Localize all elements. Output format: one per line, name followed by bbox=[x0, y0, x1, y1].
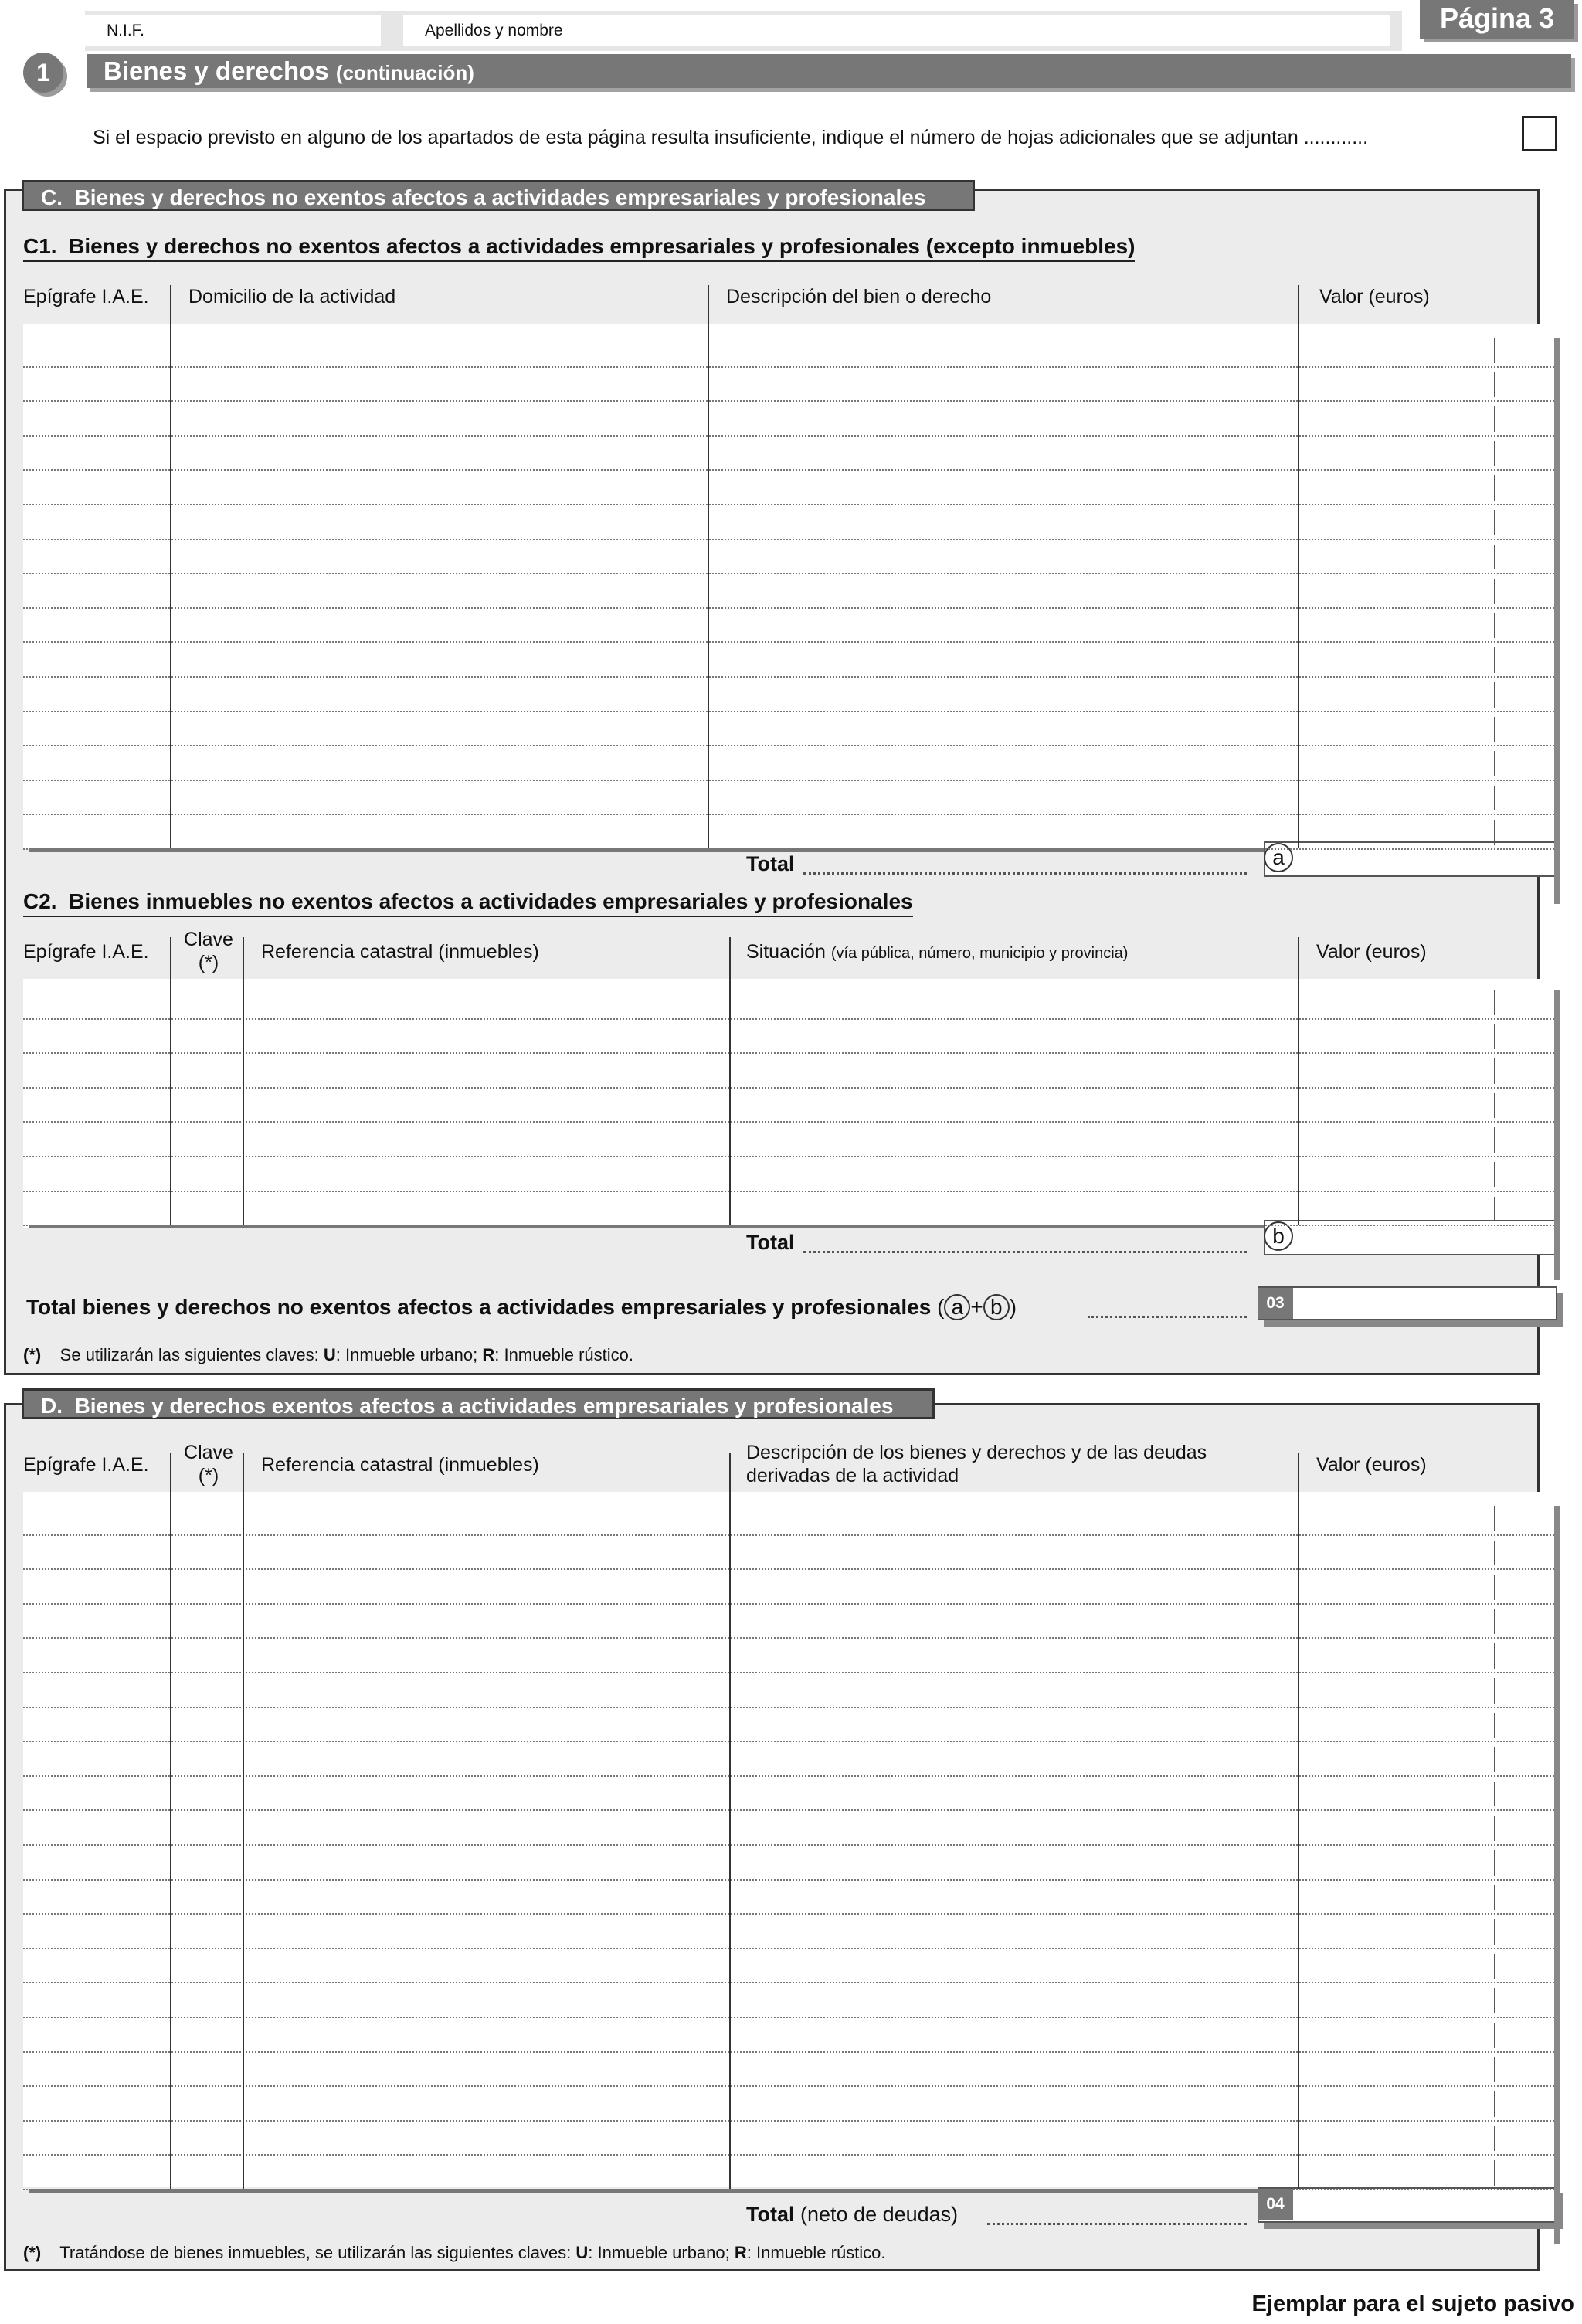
table-row[interactable] bbox=[23, 1052, 1554, 1054]
decimal-divider bbox=[1494, 441, 1495, 467]
decimal-divider bbox=[1494, 1988, 1495, 2013]
table-row[interactable] bbox=[23, 1844, 1554, 1846]
d-note-r-text: : Inmueble rústico. bbox=[746, 2243, 886, 2262]
decimal-divider bbox=[1494, 820, 1495, 845]
decimal-divider bbox=[1494, 613, 1495, 639]
d-col-descripcion-1: Descripción de los bienes y derechos y de las deudas bbox=[746, 1442, 1207, 1463]
decimal-divider bbox=[1494, 1782, 1495, 1807]
column-divider bbox=[243, 937, 244, 1225]
decimal-divider bbox=[1494, 2160, 1495, 2186]
c1-col-descripcion: Descripción del bien o derecho bbox=[726, 286, 992, 307]
decimal-divider bbox=[1494, 1058, 1495, 1084]
decimal-divider bbox=[1494, 475, 1495, 501]
decimal-divider bbox=[1494, 1816, 1495, 1841]
column-divider bbox=[708, 285, 709, 848]
d-total-label bbox=[746, 2203, 958, 2227]
d-note-u: U bbox=[575, 2243, 589, 2262]
d-col-epigrafe: Epígrafe I.A.E. bbox=[23, 1454, 149, 1476]
decimal-divider bbox=[1494, 372, 1495, 398]
c2-col-epigrafe: Epígrafe I.A.E. bbox=[23, 941, 149, 963]
c1-col-domicilio: Domicilio de la actividad bbox=[188, 286, 396, 307]
grand-total-shadow-b bbox=[1264, 1320, 1563, 1327]
table-bottom-rule bbox=[29, 848, 1264, 852]
section-c-title: Bienes y derechos no exentos afectos a actividades empresariales y profesionales bbox=[74, 185, 926, 209]
section-d bbox=[4, 1394, 1540, 2271]
table-row[interactable] bbox=[23, 2154, 1554, 2156]
table-row[interactable] bbox=[23, 607, 1554, 609]
table-row[interactable] bbox=[23, 1672, 1554, 1673]
table-row[interactable] bbox=[23, 469, 1554, 471]
additional-sheets-input[interactable] bbox=[1522, 116, 1557, 151]
decimal-divider bbox=[1494, 1678, 1495, 1704]
d-note-r: R bbox=[734, 2243, 747, 2262]
decimal-divider bbox=[1494, 510, 1495, 535]
decimal-divider bbox=[1494, 1954, 1495, 1979]
c1-total-label: Total bbox=[746, 852, 795, 875]
table-row[interactable] bbox=[23, 1982, 1554, 1983]
c-note-u: U bbox=[323, 1345, 336, 1364]
table-row[interactable] bbox=[23, 1191, 1554, 1192]
table-row[interactable] bbox=[23, 1913, 1554, 1915]
c1-table[interactable] bbox=[23, 324, 1553, 848]
c2-total-marker: b bbox=[1264, 1221, 1293, 1251]
decimal-divider bbox=[1494, 1643, 1495, 1669]
d-note-mark: (*) bbox=[23, 2243, 42, 2262]
table-row[interactable] bbox=[23, 1018, 1554, 1020]
column-divider bbox=[1298, 937, 1299, 1225]
c2-label: C2. bbox=[23, 889, 57, 913]
insufficient-space-text: Si el espacio previsto en alguno de los apartados de esta página resulta insuficiente, indique el número de hojas adicionales que se adjuntan ............ bbox=[93, 127, 1369, 148]
decimal-divider bbox=[1494, 2023, 1495, 2048]
decimal-divider bbox=[1494, 1713, 1495, 1738]
grand-total-a: a bbox=[944, 1294, 970, 1320]
c2-col-clave-1: Clave bbox=[184, 929, 233, 950]
decimal-divider bbox=[1494, 1197, 1495, 1222]
d-total-box[interactable] bbox=[1258, 2187, 1557, 2223]
c1-total-leader bbox=[803, 872, 1247, 875]
c2-col-clave-2: (*) bbox=[198, 952, 219, 973]
table-row[interactable] bbox=[23, 573, 1554, 574]
grand-total-open: ( bbox=[937, 1295, 945, 1319]
c-note-u-text: : Inmueble urbano; bbox=[335, 1345, 478, 1364]
section-d-title: Bienes y derechos exentos afectos a actividades empresariales y profesionales bbox=[74, 1394, 894, 1418]
decimal-divider bbox=[1494, 786, 1495, 811]
table-row[interactable] bbox=[23, 1568, 1554, 1570]
table-row[interactable] bbox=[23, 539, 1554, 540]
column-divider bbox=[170, 285, 171, 848]
table-row[interactable] bbox=[23, 2120, 1554, 2122]
grand-total-label: Total bienes y derechos no exentos afectos a actividades empresariales y profesionales bbox=[26, 1295, 932, 1319]
c1-title-text: Bienes y derechos no exentos afectos a actividades empresariales y profesionales (excepto inmuebles) bbox=[69, 234, 1136, 258]
table-row[interactable] bbox=[23, 1637, 1554, 1639]
decimal-divider bbox=[1494, 1747, 1495, 1772]
name-label: Apellidos y nombre bbox=[425, 22, 563, 39]
table-row[interactable] bbox=[23, 1809, 1554, 1811]
d-col-clave-2: (*) bbox=[198, 1465, 219, 1486]
d-total-shadow-b bbox=[1264, 2223, 1563, 2229]
c2-col-clave bbox=[178, 928, 239, 974]
d-col-valor: Valor (euros) bbox=[1316, 1454, 1427, 1476]
column-divider bbox=[1298, 1453, 1299, 2189]
grand-total-plus: + bbox=[970, 1295, 983, 1319]
decimal-divider bbox=[1494, 406, 1495, 432]
column-divider bbox=[729, 1453, 731, 2189]
c2-col-situacion bbox=[746, 940, 1128, 965]
decimal-divider bbox=[1494, 1885, 1495, 1911]
decimal-divider bbox=[1494, 545, 1495, 570]
table-row[interactable] bbox=[23, 435, 1554, 437]
table-row[interactable] bbox=[23, 1603, 1554, 1605]
nif-label: N.I.F. bbox=[107, 22, 145, 39]
table-row[interactable] bbox=[23, 1948, 1554, 1949]
d-col-descripcion bbox=[746, 1441, 1207, 1487]
decimal-divider bbox=[1494, 1506, 1495, 1531]
section-number-badge: 1 bbox=[23, 53, 63, 93]
table-row[interactable] bbox=[23, 2085, 1554, 2087]
grand-total-code: 03 bbox=[1258, 1288, 1293, 1319]
c1-total-box[interactable] bbox=[1264, 841, 1557, 877]
decimal-divider bbox=[1494, 990, 1495, 1015]
d-total-leader bbox=[987, 2223, 1247, 2225]
section-c-tab bbox=[22, 180, 975, 211]
decimal-divider bbox=[1494, 1127, 1495, 1153]
column-divider bbox=[170, 1453, 171, 2189]
c1-col-valor: Valor (euros) bbox=[1319, 286, 1430, 307]
decimal-divider bbox=[1494, 1093, 1495, 1119]
table-row[interactable] bbox=[23, 2051, 1554, 2053]
c-note-pre: Se utilizarán las siguientes claves: bbox=[59, 1345, 319, 1364]
page-number-tab: Página 3 bbox=[1420, 0, 1574, 39]
decimal-divider bbox=[1494, 1541, 1495, 1566]
value-column-shadow bbox=[1554, 338, 1560, 904]
grand-total-leader bbox=[1088, 1316, 1247, 1318]
c2-col-valor: Valor (euros) bbox=[1316, 941, 1427, 963]
table-row[interactable] bbox=[23, 400, 1554, 402]
column-divider bbox=[170, 937, 171, 1225]
section-d-label: D. bbox=[41, 1394, 63, 1418]
nif-field[interactable] bbox=[85, 15, 381, 46]
d-col-clave-1: Clave bbox=[184, 1442, 233, 1463]
c-note-r-text: : Inmueble rústico. bbox=[494, 1345, 633, 1364]
d-note-pre: Tratándose de bienes inmuebles, se utilizarán las siguientes claves: bbox=[59, 2243, 572, 2262]
grand-total-close: ) bbox=[1009, 1295, 1017, 1319]
value-column-shadow bbox=[1554, 990, 1560, 1280]
decimal-divider bbox=[1494, 2126, 1495, 2152]
decimal-divider bbox=[1494, 1575, 1495, 1600]
c-note-r: R bbox=[482, 1345, 495, 1364]
table-row[interactable] bbox=[23, 745, 1554, 746]
table-row[interactable] bbox=[23, 1121, 1554, 1123]
c2-col-situacion-sub: (vía pública, número, municipio y provincia) bbox=[830, 945, 1129, 962]
table-row[interactable] bbox=[23, 1707, 1554, 1708]
table-row[interactable] bbox=[23, 780, 1554, 781]
decimal-divider bbox=[1494, 579, 1495, 604]
c1-col-epigrafe: Epígrafe I.A.E. bbox=[23, 286, 149, 307]
table-row[interactable] bbox=[23, 1087, 1554, 1089]
table-row[interactable] bbox=[23, 1156, 1554, 1157]
table-row[interactable] bbox=[23, 504, 1554, 505]
table-row[interactable] bbox=[23, 366, 1554, 368]
c-note-mark: (*) bbox=[23, 1345, 42, 1364]
d-table[interactable] bbox=[23, 1492, 1553, 2187]
decimal-divider bbox=[1494, 1162, 1495, 1187]
decimal-divider bbox=[1494, 1024, 1495, 1050]
copy-footer: Ejemplar para el sujeto pasivo bbox=[1251, 2292, 1574, 2316]
d-total-code: 04 bbox=[1258, 2189, 1293, 2220]
header-bar bbox=[85, 11, 1402, 51]
c2-col-referencia: Referencia catastral (inmuebles) bbox=[261, 941, 539, 963]
section-c-label: C. bbox=[41, 185, 63, 209]
decimal-divider bbox=[1494, 647, 1495, 673]
table-row[interactable] bbox=[23, 814, 1554, 815]
section-c bbox=[4, 185, 1540, 1375]
c2-col-situacion-main: Situación bbox=[746, 941, 826, 963]
d-col-referencia: Referencia catastral (inmuebles) bbox=[261, 1454, 539, 1476]
c-note bbox=[23, 1345, 633, 1365]
table-row[interactable] bbox=[23, 676, 1554, 678]
column-divider bbox=[1298, 285, 1299, 848]
page-title bbox=[87, 54, 1571, 88]
table-row[interactable] bbox=[23, 711, 1554, 712]
c1-title bbox=[23, 234, 1135, 262]
decimal-divider bbox=[1494, 717, 1495, 742]
d-note-u-text: : Inmueble urbano; bbox=[588, 2243, 730, 2262]
name-field[interactable] bbox=[403, 15, 1390, 46]
column-divider bbox=[729, 937, 731, 1225]
c1-total-marker: a bbox=[1264, 843, 1293, 872]
value-column-shadow bbox=[1554, 1506, 1560, 2244]
title-sub: (continuación) bbox=[335, 61, 474, 84]
decimal-divider bbox=[1494, 2091, 1495, 2117]
d-col-descripcion-2: derivadas de la actividad bbox=[746, 1465, 959, 1486]
decimal-divider bbox=[1494, 682, 1495, 708]
c2-total-label: Total bbox=[746, 1231, 795, 1254]
decimal-divider bbox=[1494, 1609, 1495, 1635]
table-row[interactable] bbox=[23, 2017, 1554, 2018]
table-bottom-rule bbox=[29, 1225, 1264, 1228]
d-total-label-sub: (neto de deudas) bbox=[800, 2203, 959, 2226]
decimal-divider bbox=[1494, 2057, 1495, 2083]
d-col-clave bbox=[178, 1441, 239, 1487]
title-main: Bienes y derechos bbox=[104, 56, 329, 85]
table-row[interactable] bbox=[23, 1534, 1554, 1536]
decimal-divider bbox=[1494, 1919, 1495, 1945]
grand-total-box[interactable] bbox=[1258, 1286, 1557, 1320]
c1-label: C1. bbox=[23, 234, 57, 258]
decimal-divider bbox=[1494, 338, 1495, 363]
d-total-label-main: Total bbox=[746, 2203, 795, 2226]
table-row[interactable] bbox=[23, 641, 1554, 643]
grand-total-b: b bbox=[983, 1294, 1010, 1320]
d-note bbox=[23, 2243, 886, 2263]
table-row[interactable] bbox=[23, 1879, 1554, 1881]
grand-total-row bbox=[26, 1294, 1017, 1320]
c2-total-leader bbox=[803, 1251, 1247, 1253]
table-row[interactable] bbox=[23, 1741, 1554, 1742]
c2-title bbox=[23, 889, 913, 917]
c2-title-text: Bienes inmuebles no exentos afectos a actividades empresariales y profesionales bbox=[69, 889, 913, 913]
table-row[interactable] bbox=[23, 1775, 1554, 1777]
decimal-divider bbox=[1494, 1850, 1495, 1876]
column-divider bbox=[243, 1453, 244, 2189]
table-bottom-rule bbox=[29, 2189, 1258, 2193]
decimal-divider bbox=[1494, 751, 1495, 776]
section-d-tab bbox=[22, 1388, 935, 1419]
